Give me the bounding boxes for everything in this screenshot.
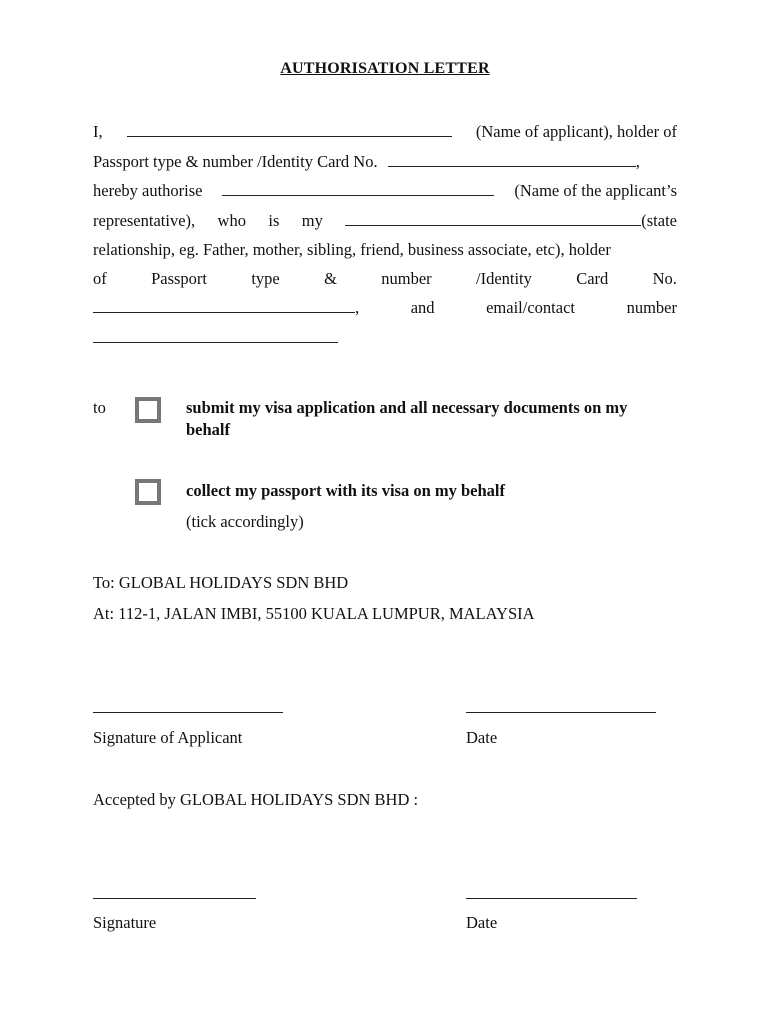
date-label: Date: [466, 913, 498, 932]
company-signature-line[interactable]: [93, 898, 256, 899]
pronoun-i: I,: [93, 122, 103, 141]
passport-id-label: Passport type & number /Identity Card No.: [93, 152, 378, 171]
word: and: [410, 298, 435, 317]
applicant-passport-blank[interactable]: [388, 151, 636, 167]
contact-number-blank[interactable]: [93, 327, 338, 343]
option-submit-line-2: behalf: [186, 420, 231, 439]
collect-passport-checkbox[interactable]: [135, 479, 161, 505]
applicant-name-label: (Name of applicant), holder of: [475, 122, 677, 141]
company-date-line[interactable]: [466, 898, 637, 899]
paragraph-line-3: [93, 180, 677, 202]
accepted-by-text: Accepted by GLOBAL HOLIDAYS SDN BHD :: [93, 790, 419, 809]
word: Card: [576, 269, 609, 288]
word: representative),: [93, 211, 196, 230]
paragraph-line-7: [93, 297, 677, 319]
relationship-blank[interactable]: [345, 210, 641, 226]
checkbox-inner: [139, 401, 157, 419]
word: who: [217, 211, 246, 230]
state-text: (state: [641, 211, 677, 230]
option-collect-passport: collect my passport with its visa on my behalf: [186, 481, 505, 500]
comma: ,: [355, 298, 360, 317]
representative-name-blank[interactable]: [222, 180, 494, 196]
paragraph-line-4: [93, 210, 677, 232]
letter-title: AUTHORISATION LETTER: [280, 60, 490, 77]
submit-application-checkbox[interactable]: [135, 397, 161, 423]
word: number: [626, 298, 677, 317]
paragraph-line-2: [93, 151, 677, 173]
tick-accordingly-note: (tick accordingly): [186, 512, 304, 531]
word: type: [251, 269, 280, 288]
word: my: [301, 211, 323, 230]
to-word: to: [93, 398, 106, 417]
signature-label: Signature: [93, 913, 157, 932]
word: Passport: [151, 269, 207, 288]
word: &: [324, 269, 337, 288]
addressee-company: To: GLOBAL HOLIDAYS SDN BHD: [93, 573, 349, 592]
comma: ,: [635, 152, 640, 171]
paragraph-line-5: [93, 239, 677, 261]
word: number: [381, 269, 432, 288]
word: of: [93, 269, 107, 288]
hereby-authorise-text: hereby authorise: [93, 181, 203, 200]
applicant-name-blank[interactable]: [127, 121, 452, 137]
representative-passport-blank[interactable]: [93, 297, 355, 313]
representative-name-label: (Name of the applicant’s: [514, 181, 677, 200]
applicant-date-line[interactable]: [466, 712, 656, 713]
word: email/contact: [486, 298, 575, 317]
word: No.: [652, 269, 677, 288]
applicant-signature-line[interactable]: [93, 712, 283, 713]
option-submit-line-1: submit my visa application and all necessary documents on my: [186, 398, 628, 417]
word: /Identity: [475, 269, 532, 288]
checkbox-inner: [139, 483, 157, 501]
addressee-address: At: 112-1, JALAN IMBI, 55100 KUALA LUMPUR, MALAYSIA: [93, 604, 535, 623]
paragraph-line-1: [93, 121, 677, 143]
relationship-examples-text: relationship, eg. Father, mother, sibling, friend, business associate, etc), holder: [93, 240, 611, 259]
paragraph-line-6: [93, 268, 677, 290]
paragraph-line-8: [93, 327, 677, 349]
word: is: [268, 211, 280, 230]
signature-of-applicant-label: Signature of Applicant: [93, 728, 243, 747]
date-label: Date: [466, 728, 498, 747]
